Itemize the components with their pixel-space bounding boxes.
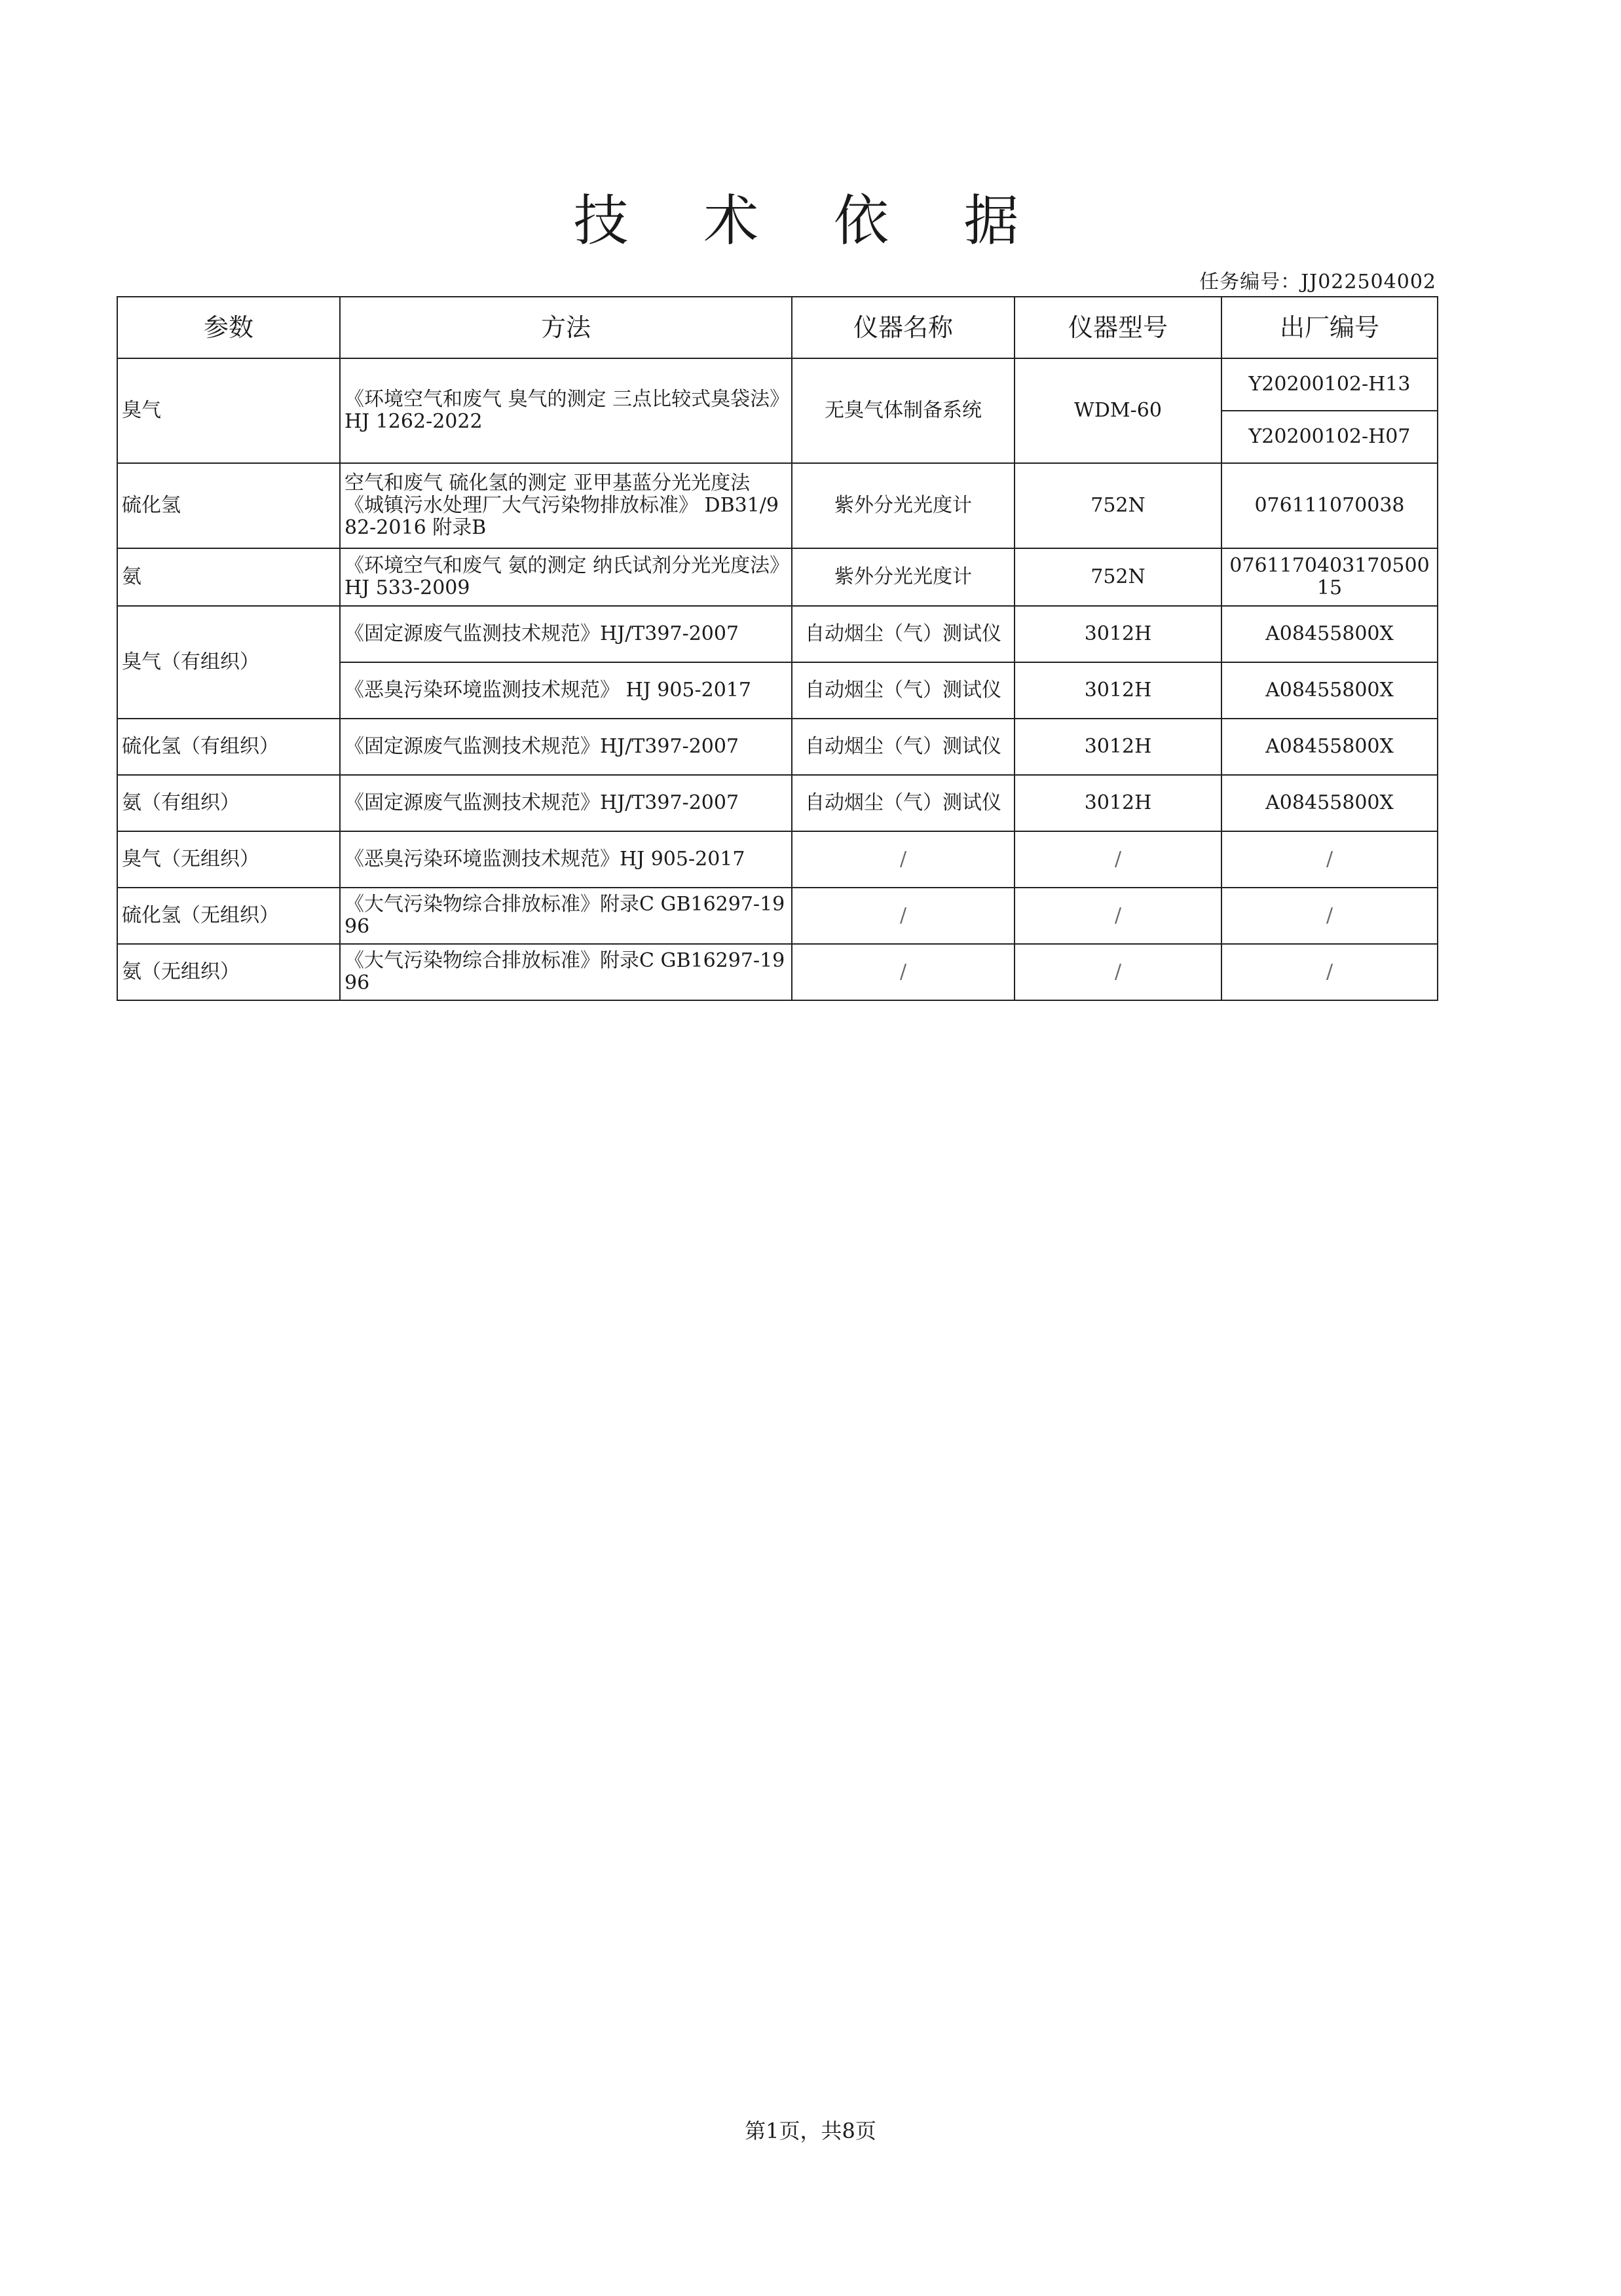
table-row xyxy=(117,463,1438,548)
param-cell: 硫化氢（有组织） xyxy=(117,719,340,775)
table-row xyxy=(117,831,1438,888)
param-cell: 氨（无组织） xyxy=(117,944,340,1000)
serial-cell: 076117040317050015 xyxy=(1221,548,1438,606)
table-row xyxy=(117,944,1438,1000)
model-cell: 752N xyxy=(1015,548,1221,606)
serial-cell: / xyxy=(1221,888,1438,944)
serial-cell: A08455800X xyxy=(1221,606,1438,662)
serial-cell: Y20200102-H07 xyxy=(1221,411,1438,463)
table-row xyxy=(117,719,1438,775)
instrument-cell: / xyxy=(792,944,1015,1000)
method-cell: 《环境空气和废气 氨的测定 纳氏试剂分光光度法》HJ 533-2009 xyxy=(340,548,792,606)
param-cell: 硫化氢（无组织） xyxy=(117,888,340,944)
model-cell: WDM-60 xyxy=(1015,358,1221,463)
method-cell: 《大气污染物综合排放标准》附录C GB16297-1996 xyxy=(340,888,792,944)
header-serial: 出厂编号 xyxy=(1221,297,1438,358)
method-cell: 《固定源废气监测技术规范》HJ/T397-2007 xyxy=(340,606,792,662)
technical-basis-table xyxy=(117,296,1438,1001)
table-row xyxy=(117,548,1438,606)
header-instrument: 仪器名称 xyxy=(792,297,1015,358)
page-title: 技 术 依 据 xyxy=(573,189,1048,253)
serial-cell: A08455800X xyxy=(1221,662,1438,719)
header-method: 方法 xyxy=(340,297,792,358)
header-param: 参数 xyxy=(117,297,340,358)
instrument-cell: / xyxy=(792,831,1015,888)
table-row xyxy=(117,775,1438,831)
param-cell: 氨 xyxy=(117,548,340,606)
serial-cell: 076111070038 xyxy=(1221,463,1438,548)
serial-cell: A08455800X xyxy=(1221,719,1438,775)
instrument-cell: / xyxy=(792,888,1015,944)
instrument-cell: 紫外分光光度计 xyxy=(792,548,1015,606)
model-cell: / xyxy=(1015,888,1221,944)
model-cell: / xyxy=(1015,831,1221,888)
param-cell: 臭气 xyxy=(117,358,340,463)
instrument-cell: 自动烟尘（气）测试仪 xyxy=(792,606,1015,662)
serial-cell: / xyxy=(1221,944,1438,1000)
model-cell: 3012H xyxy=(1015,662,1221,719)
method-cell: 《环境空气和废气 臭气的测定 三点比较式臭袋法》HJ 1262-2022 xyxy=(340,358,792,463)
model-cell: / xyxy=(1015,944,1221,1000)
method-cell: 《恶臭污染环境监测技术规范》 HJ 905-2017 xyxy=(340,662,792,719)
table-header-row xyxy=(117,297,1438,358)
serial-cell: / xyxy=(1221,831,1438,888)
method-cell: 《大气污染物综合排放标准》附录C GB16297-1996 xyxy=(340,944,792,1000)
instrument-cell: 自动烟尘（气）测试仪 xyxy=(792,662,1015,719)
method-cell: 《固定源废气监测技术规范》HJ/T397-2007 xyxy=(340,775,792,831)
header-model: 仪器型号 xyxy=(1015,297,1221,358)
table-row xyxy=(117,606,1438,662)
instrument-cell: 自动烟尘（气）测试仪 xyxy=(792,775,1015,831)
param-cell: 硫化氢 xyxy=(117,463,340,548)
param-cell: 氨（有组织） xyxy=(117,775,340,831)
model-cell: 3012H xyxy=(1015,719,1221,775)
method-cell: 《固定源废气监测技术规范》HJ/T397-2007 xyxy=(340,719,792,775)
table-row xyxy=(117,358,1438,411)
model-cell: 3012H xyxy=(1015,775,1221,831)
param-cell: 臭气（无组织） xyxy=(117,831,340,888)
param-cell: 臭气（有组织） xyxy=(117,606,340,719)
model-cell: 752N xyxy=(1015,463,1221,548)
model-cell: 3012H xyxy=(1015,606,1221,662)
instrument-cell: 无臭气体制备系统 xyxy=(792,358,1015,463)
method-cell: 空气和废气 硫化氢的测定 亚甲基蓝分光光度法《城镇污水处理厂大气污染物排放标准》 DB31/982-2016 附录B xyxy=(340,463,792,548)
instrument-cell: 自动烟尘（气）测试仪 xyxy=(792,719,1015,775)
instrument-cell: 紫外分光光度计 xyxy=(792,463,1015,548)
page-footer: 第1页，共8页 xyxy=(745,2118,876,2143)
serial-cell: Y20200102-H13 xyxy=(1221,358,1438,411)
table-row xyxy=(117,888,1438,944)
task-number: 任务编号：JJ022504002 xyxy=(1199,271,1436,293)
serial-cell: A08455800X xyxy=(1221,775,1438,831)
method-cell: 《恶臭污染环境监测技术规范》HJ 905-2017 xyxy=(340,831,792,888)
